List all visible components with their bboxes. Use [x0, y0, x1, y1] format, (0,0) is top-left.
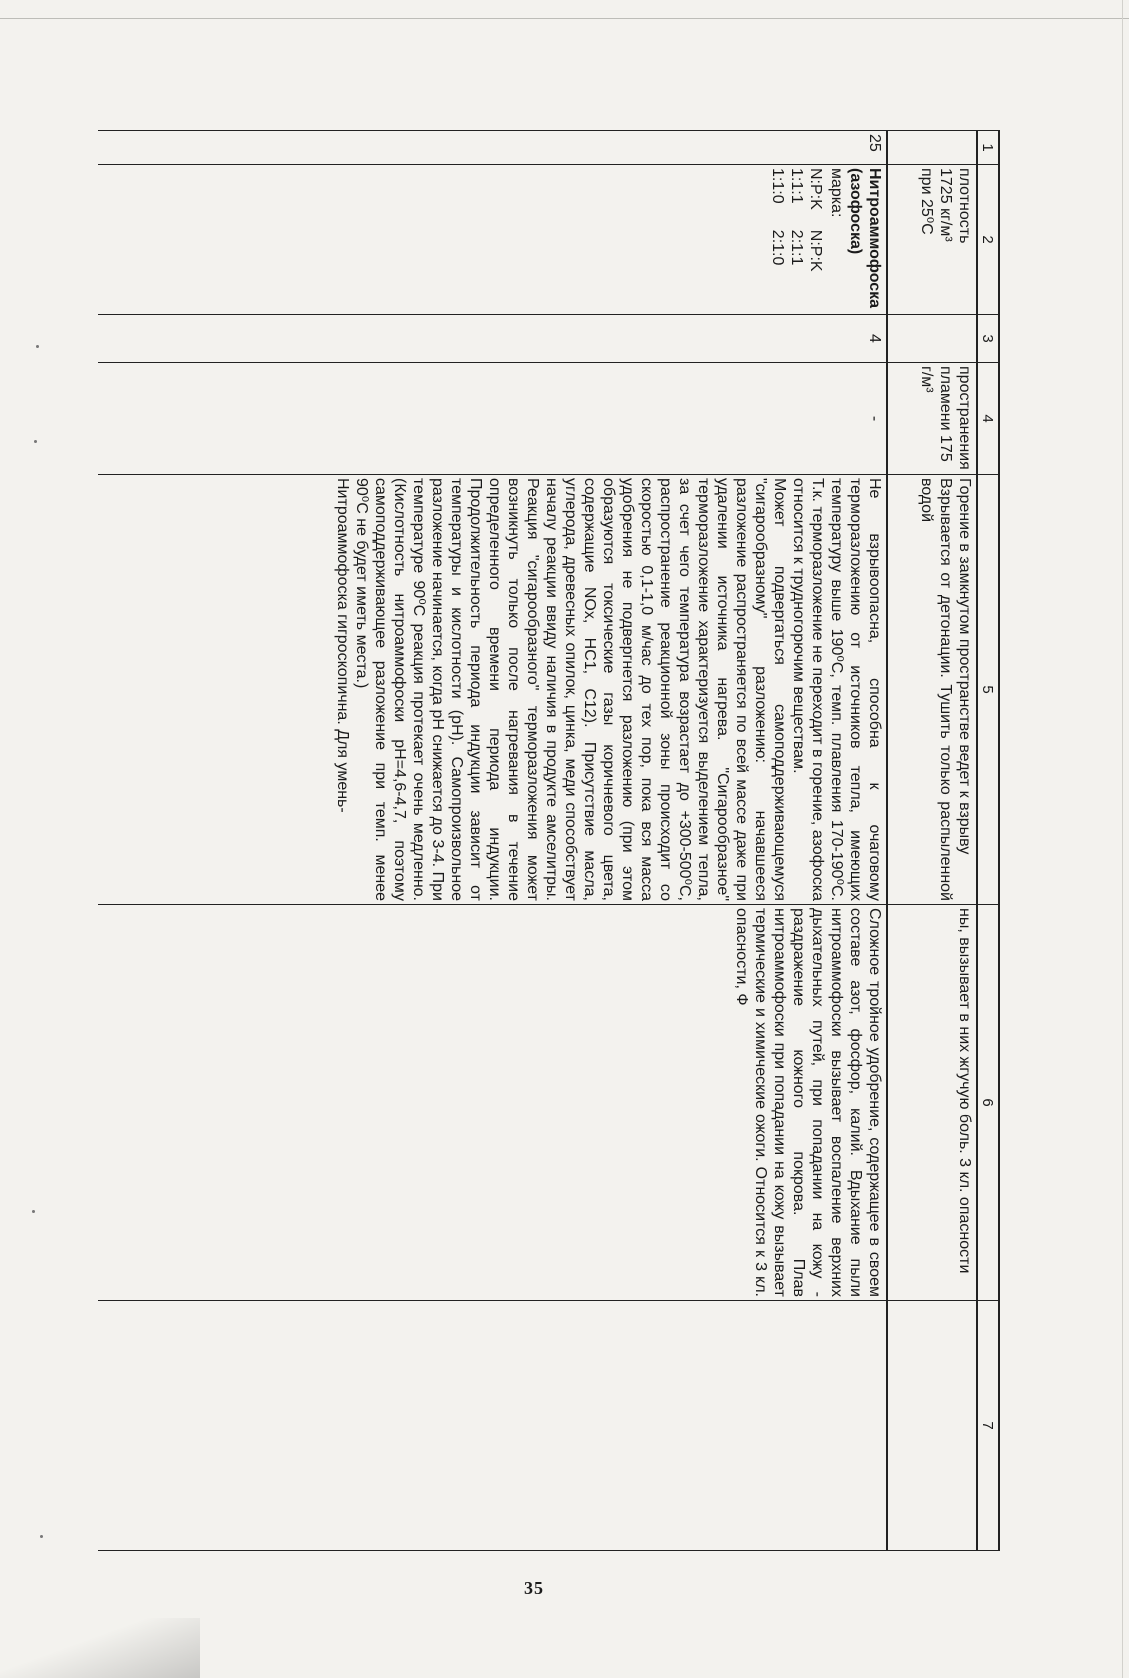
scan-speck — [40, 1535, 43, 1538]
substance-name: Нитроаммофоска (азофоска) — [847, 168, 883, 309]
cell-col4: пространения пламени 175 г/м³ — [887, 363, 977, 475]
header-col-4: 4 — [977, 363, 999, 475]
scan-speck — [32, 1210, 35, 1213]
cell-col6-health-hazard: Сложное тройное удобрение, содержащее в своем составе азот, фосфор, калий. Вдыхание пыли нитроаммофоски вызывает воспаление верхних дыхательных путей, при попадании на кожу - раздражение кожного покрова. Плав нитроаммофоски при попадании на кожу вызывает термические и химические ожоги. Относится к 3 кл. опасности, Ф — [98, 905, 887, 1301]
header-col-1: 1 — [977, 131, 999, 165]
scan-edge-right — [1122, 0, 1123, 1678]
cell-number: 25 — [98, 131, 887, 165]
marks-column-2: N:P:K 2:1:1 2:1:0 — [769, 229, 824, 272]
header-col-3: 3 — [977, 315, 999, 363]
table-row-25 — [98, 131, 887, 1551]
cell-col6: ны, вызывает в них жгучую боль. 3 кл. опасности — [887, 905, 977, 1301]
cell-col4: - — [98, 363, 887, 475]
cell-substance — [98, 165, 887, 315]
cell-class — [887, 315, 977, 363]
scan-edge-line — [0, 18, 1129, 19]
header-col-2: 2 — [977, 165, 999, 315]
header-row — [977, 131, 999, 1551]
page-number: 35 — [524, 1578, 544, 1598]
header-col-6: 6 — [977, 905, 999, 1301]
hazard-table — [98, 130, 1000, 1551]
header-col-5: 5 — [977, 475, 999, 905]
cell-class: 4 — [98, 315, 887, 363]
table-row-continued — [887, 131, 977, 1551]
scan-speck — [34, 440, 37, 443]
cell-col5-description: Не взрывоопасна, способна к очаговому терморазложению от источников тепла, имеющих температуру выше 190⁰С, темп. плавления 170-190⁰С. Т.к. терморазложение не переходит в горение, азофоска относится к трудногорючим веществам. Может подвергаться самоподдерживающемуся "сигарообразному" разложению: начавшееся разложение распространяется по всей массе даже при удалении источника нагрева. "Сигарообразное" терморазложение характеризуется выделением тепла, за счет чего температура возрастает до +300-500⁰С, распространение реакционной зоны происходит со скоростью 0,1-1,0 м/час до тех пор, пока вся масса удобрения не подвергнется разложению (при этом образуются токсические газы коричневого цвета, содержащие NOx, HC1, C12). Присутствие масла, углерода, древесных опилок, цинка, меди способствует началу реакции ввиду наличия в продукте амселитры. Реакция "сигарообразного" терморазложения может возникнуть только после нагревания в течение определенного времени периода индукции. Продолжительность периода индукции зависит от температуры и кислотности (pH). Самопроизвольное разложение начинается, когда pH снижается до 3-4. При температуре 90⁰С реакция протекает очень медленно. (Кислотность нитроаммофоски pH=4,6-4,7, поэтому самоподдерживающее разложение при темп. менее 90⁰С не будет иметь места.) Нитроаммофоска гигроскопична. Для умень- — [98, 475, 887, 905]
binder-shadow — [0, 1618, 200, 1678]
cell-substance-density: плотность 1725 кг/м³ при 25⁰С — [887, 165, 977, 315]
scan-speck — [36, 345, 39, 348]
header-col-7: 7 — [977, 1301, 999, 1551]
marks-column-1: N:P:K 1:1:1 1:1:0 — [769, 168, 824, 210]
rotated-table-container — [130, 130, 1000, 1550]
cell-number — [887, 131, 977, 165]
cell-col7 — [98, 1301, 887, 1551]
cell-col7 — [887, 1301, 977, 1551]
marks-list — [768, 168, 825, 311]
cell-col5: Горение в замкнутом пространстве ведет к взрыву Взрывается от детонации. Тушить только распыленной водой — [887, 475, 977, 905]
marks-label: марка: — [828, 168, 845, 218]
